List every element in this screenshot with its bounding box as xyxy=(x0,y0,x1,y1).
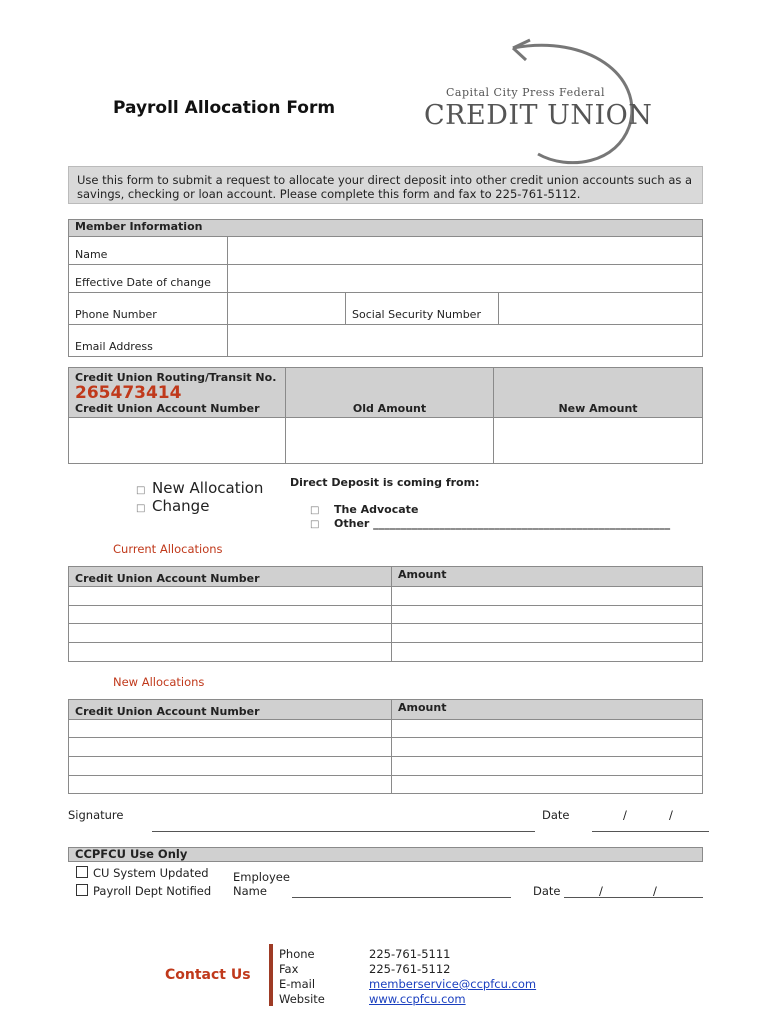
routing-header-cell xyxy=(69,368,286,418)
page-title: Payroll Allocation Form xyxy=(113,98,336,118)
contact-divider xyxy=(269,944,273,1006)
ccpfcu-date-line[interactable] xyxy=(564,897,703,898)
new-amount-col-header: Amount xyxy=(392,700,703,720)
advocate-option[interactable] xyxy=(310,503,418,516)
table-cell[interactable] xyxy=(392,606,703,624)
table-cell[interactable] xyxy=(392,720,703,738)
effective-date-field[interactable] xyxy=(228,265,703,293)
ccpfcu-date-label: Date xyxy=(533,884,561,898)
email-label: Email Address xyxy=(69,325,228,357)
current-allocations-table xyxy=(68,566,703,662)
email-label: E-mail xyxy=(279,977,316,991)
ccpfcu-header: CCPFCU Use Only xyxy=(68,847,703,862)
ssn-label: Social Security Number xyxy=(346,293,499,325)
logo-line2: CREDIT UNION xyxy=(424,100,653,131)
signature-date-line[interactable] xyxy=(592,831,709,832)
employee-label: Employee xyxy=(233,870,290,884)
new-allocation-label: New Allocation xyxy=(152,479,264,497)
new-allocation-option[interactable] xyxy=(136,478,263,497)
current-account-header: Credit Union Account Number xyxy=(69,567,392,587)
name-label: Name xyxy=(69,237,228,265)
change-option[interactable] xyxy=(136,496,209,515)
table-cell[interactable] xyxy=(392,587,703,606)
table-cell[interactable] xyxy=(69,624,392,643)
current-amount-header: Amount xyxy=(392,567,703,587)
email-field[interactable] xyxy=(228,325,703,357)
cu-system-label: CU System Updated xyxy=(93,866,209,880)
new-allocations-title: New Allocations xyxy=(113,675,205,689)
phone-value: 225-761-5111 xyxy=(369,947,451,961)
table-cell[interactable] xyxy=(69,757,392,776)
logo-line1: Capital City Press Federal xyxy=(446,86,605,99)
advocate-label: The Advocate xyxy=(334,503,419,516)
signature-label: Signature xyxy=(68,808,124,822)
table-cell[interactable] xyxy=(392,624,703,643)
payroll-dept-label: Payroll Dept Notified xyxy=(93,884,212,898)
checkbox-icon[interactable] xyxy=(76,884,88,896)
cu-system-option[interactable] xyxy=(76,866,209,880)
member-info-table xyxy=(68,219,703,357)
date-separator: / xyxy=(623,808,627,822)
phone-label: Phone xyxy=(279,947,315,961)
name-field[interactable] xyxy=(228,237,703,265)
checkbox-icon[interactable]: □ xyxy=(136,485,146,496)
new-allocations-table xyxy=(68,699,703,794)
other-option[interactable] xyxy=(310,517,670,530)
phone-label: Phone Number xyxy=(69,293,228,325)
table-cell[interactable] xyxy=(392,757,703,776)
new-account-header: Credit Union Account Number xyxy=(69,700,392,720)
employee-name-label: Name xyxy=(233,884,267,898)
checkbox-icon[interactable] xyxy=(76,866,88,878)
checkbox-icon[interactable]: □ xyxy=(310,505,320,516)
table-cell[interactable] xyxy=(69,643,392,662)
employee-name-line[interactable] xyxy=(292,897,511,898)
date-separator: / xyxy=(653,884,657,898)
table-cell[interactable] xyxy=(69,720,392,738)
other-label: Other ______________________________________________________ xyxy=(334,517,671,530)
website-link[interactable]: www.ccpfcu.com xyxy=(369,992,466,1006)
signature-date-label: Date xyxy=(542,808,570,822)
credit-union-logo xyxy=(418,36,653,166)
fax-label: Fax xyxy=(279,962,299,976)
table-cell[interactable] xyxy=(392,776,703,794)
routing-number: 265473414 xyxy=(75,383,182,403)
ssn-field[interactable] xyxy=(499,293,703,325)
routing-table xyxy=(68,367,703,464)
new-amount-field[interactable] xyxy=(494,418,703,464)
direct-deposit-label: Direct Deposit is coming from: xyxy=(290,476,480,489)
member-info-header: Member Information xyxy=(69,220,703,237)
account-number-label: Credit Union Account Number xyxy=(75,402,260,415)
checkbox-icon[interactable]: □ xyxy=(136,503,146,514)
table-cell[interactable] xyxy=(69,606,392,624)
contact-title: Contact Us xyxy=(165,967,251,983)
fax-value: 225-761-5112 xyxy=(369,962,451,976)
new-amount-header: New Amount xyxy=(494,368,703,418)
phone-field[interactable] xyxy=(228,293,346,325)
routing-label: Credit Union Routing/Transit No. xyxy=(75,371,277,384)
table-cell[interactable] xyxy=(69,587,392,606)
table-cell[interactable] xyxy=(69,776,392,794)
date-separator: / xyxy=(669,808,673,822)
account-number-field[interactable] xyxy=(69,418,286,464)
contact-labels xyxy=(279,947,325,1007)
table-cell[interactable] xyxy=(392,738,703,757)
intro-text: Use this form to submit a request to allocate your direct deposit into other credit union accounts such as a savings, checking or loan account. Please complete this form and fax to 225-761-5112. xyxy=(68,166,703,204)
contact-values xyxy=(369,947,536,1007)
website-label: Website xyxy=(279,992,325,1006)
current-allocations-title: Current Allocations xyxy=(113,542,223,556)
payroll-dept-option[interactable] xyxy=(76,884,211,898)
effective-date-label: Effective Date of change xyxy=(69,265,228,293)
signature-line[interactable] xyxy=(152,831,535,832)
old-amount-header: Old Amount xyxy=(286,368,494,418)
email-link[interactable]: memberservice@ccpfcu.com xyxy=(369,977,537,991)
table-cell[interactable] xyxy=(69,738,392,757)
table-cell[interactable] xyxy=(392,643,703,662)
checkbox-icon[interactable]: □ xyxy=(310,519,320,530)
date-separator: / xyxy=(599,884,603,898)
change-label: Change xyxy=(152,497,210,515)
old-amount-field[interactable] xyxy=(286,418,494,464)
